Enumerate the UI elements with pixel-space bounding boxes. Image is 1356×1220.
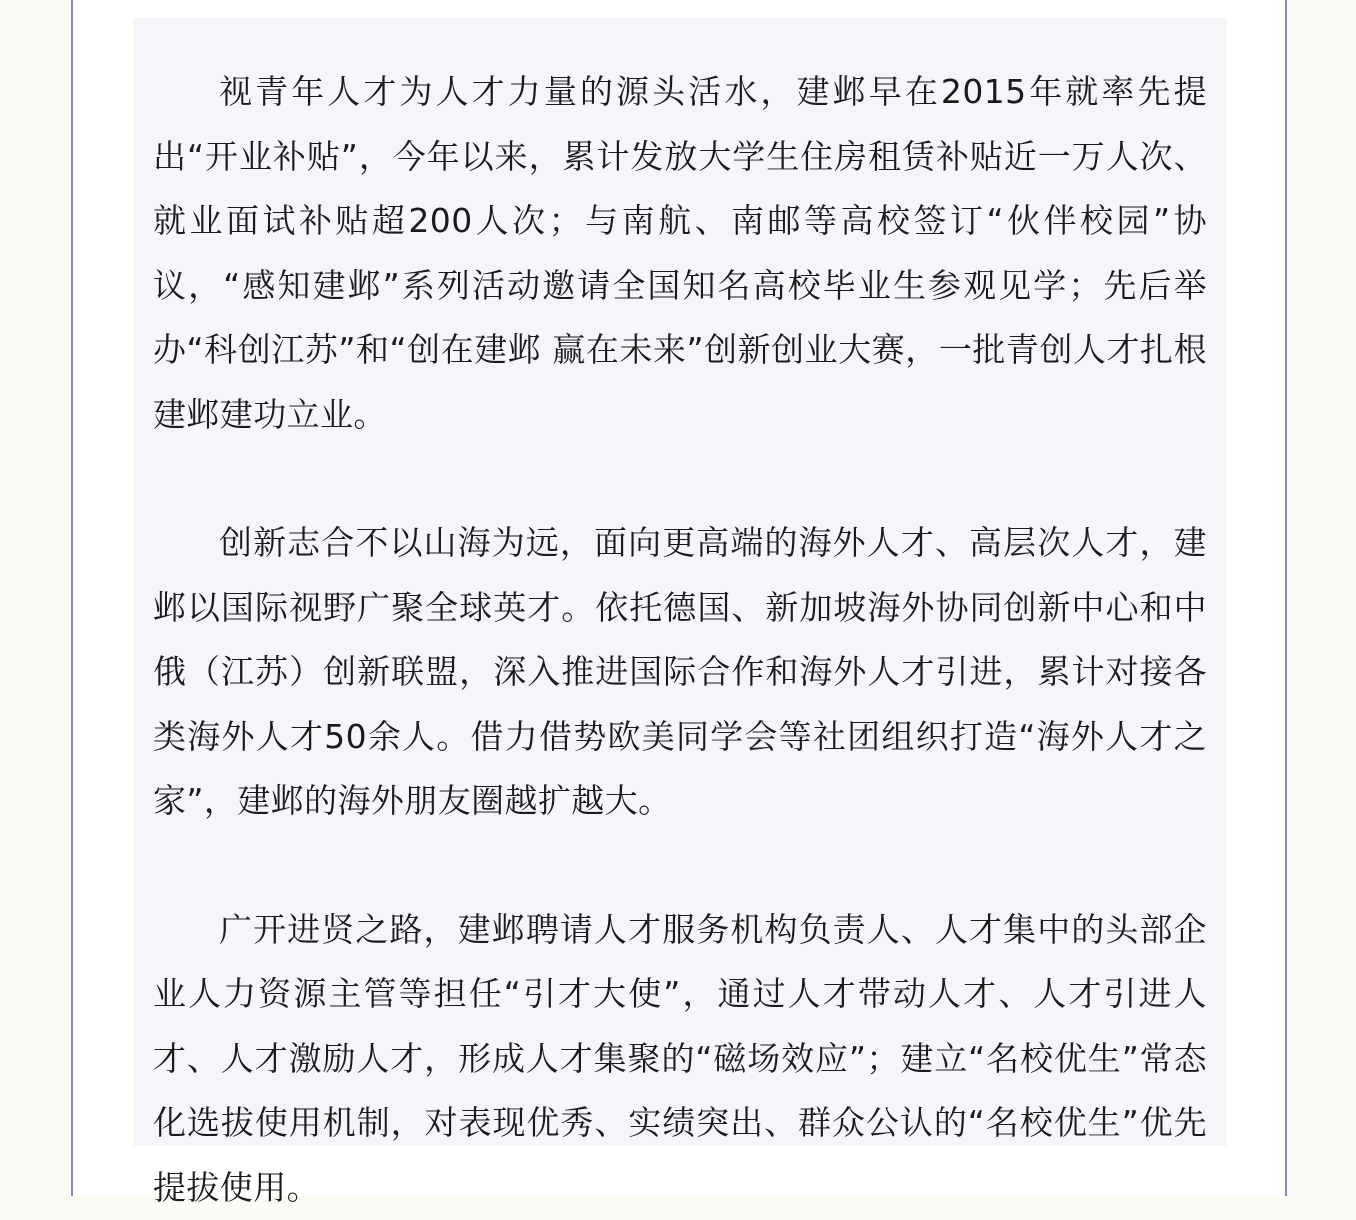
- article-paragraph-2: 创新志合不以山海为远，面向更高端的海外人才、高层次人才，建邺以国际视野广聚全球英才。依托德国、新加坡海外协同创新中心和中俄（江苏）创新联盟，深入推进国际合作和海外人才引进，累计对接各类海外人才50余人。借力借势欧美同学会等社团组织打造“海外人才之家”，建邺的海外朋友圈越扩越大。: [153, 511, 1207, 834]
- article-paragraph-3: 广开进贤之路，建邺聘请人才服务机构负责人、人才集中的头部企业人力资源主管等担任“引才大使”，通过人才带动人才、人才引进人才、人才激励人才，形成人才集聚的“磁场效应”；建立“名校优生”常态化选拔使用机制，对表现优秀、实绩突出、群众公认的“名校优生”优先提拔使用。: [153, 898, 1207, 1220]
- article-paragraph-1: 视青年人才为人才力量的源头活水，建邺早在2015年就率先提出“开业补贴”，今年以来，累计发放大学生住房租赁补贴近一万人次、就业面试补贴超200人次；与南航、南邮等高校签订“伙伴校园”协议，“感知建邺”系列活动邀请全国知名高校毕业生参观见学；先后举办“科创江苏”和“创在建邺 赢在未来”创新创业大赛，一批青创人才扎根建邺建功立业。: [153, 60, 1207, 447]
- article-content-panel: [133, 18, 1227, 1146]
